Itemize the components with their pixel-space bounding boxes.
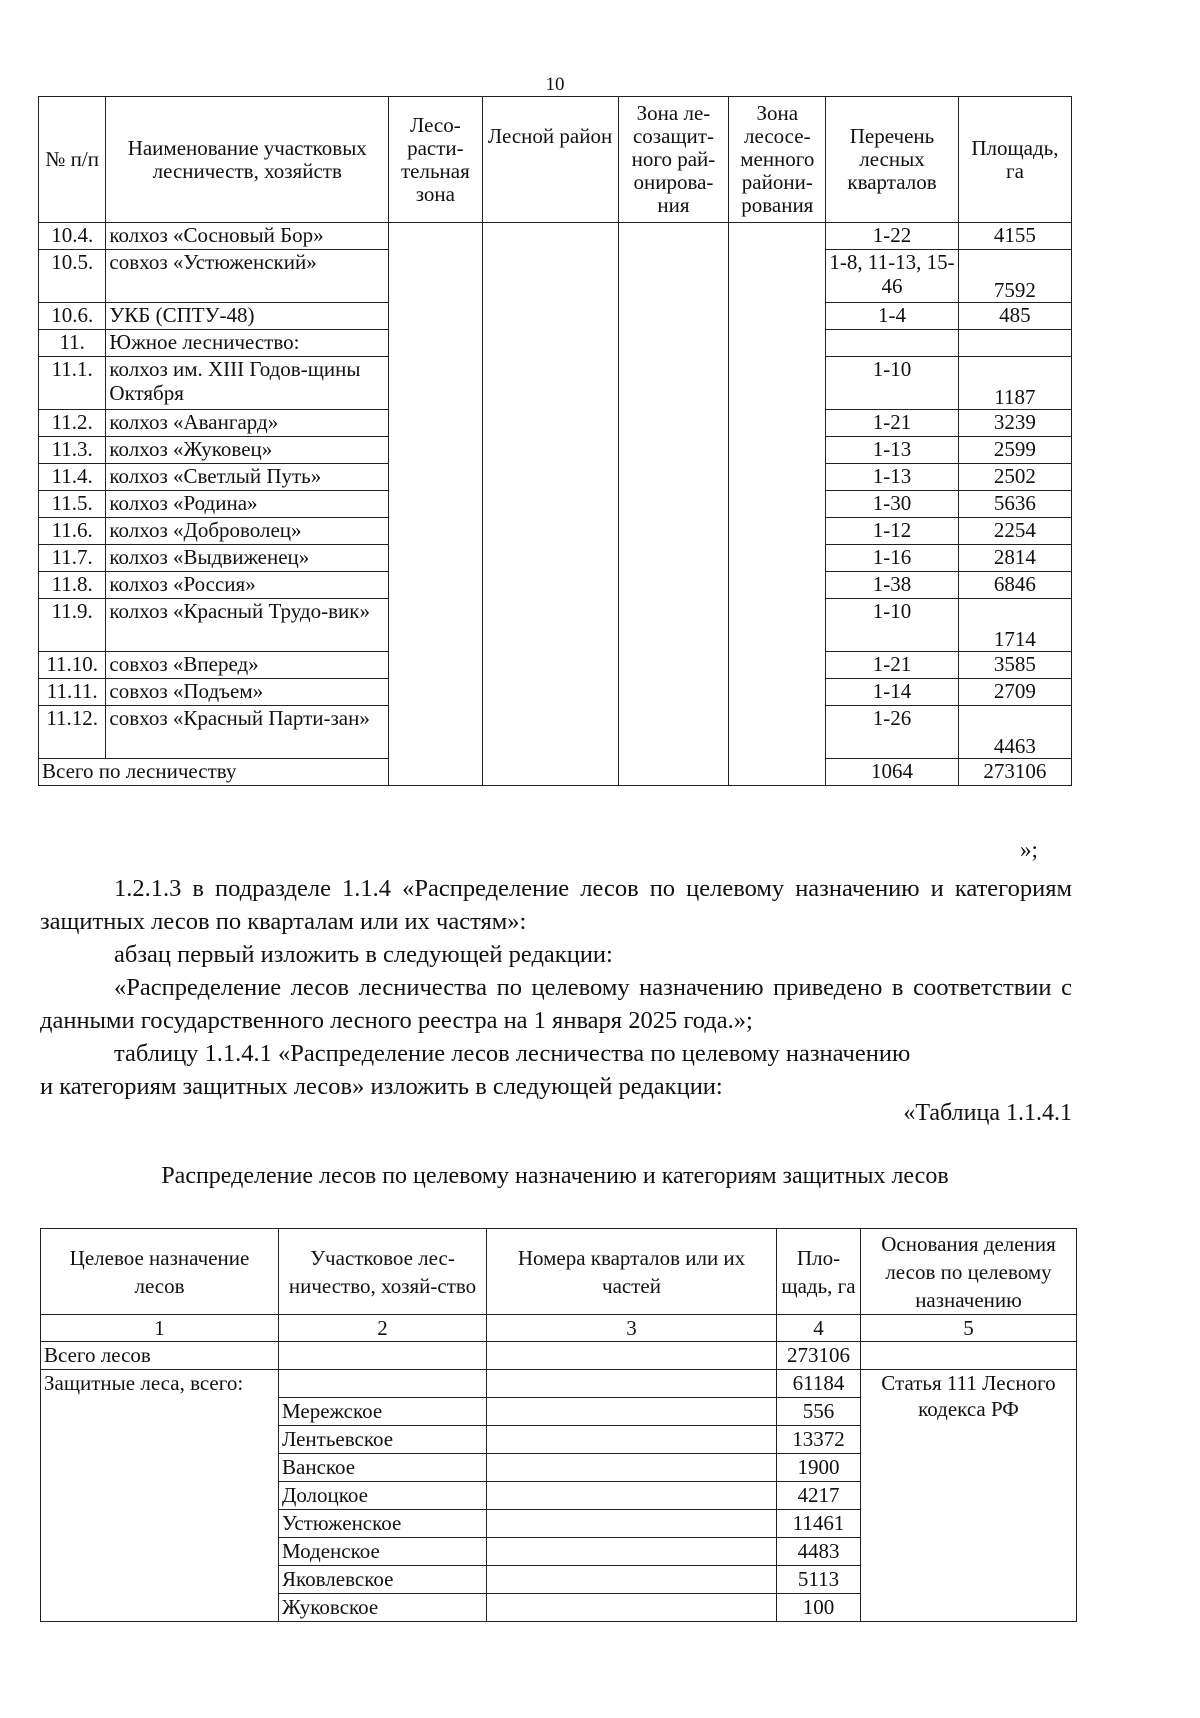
row-name: совхоз «Вперед» [106, 652, 389, 679]
row-area [958, 330, 1071, 357]
col-number: 2 [279, 1315, 487, 1342]
row-area: 6846 [958, 572, 1071, 599]
district-area: 11461 [777, 1510, 861, 1538]
header-protective-zone: Зона ле-созащит-ного рай-онирова-ния [618, 97, 729, 223]
district-area: 4483 [777, 1538, 861, 1566]
row-number: 10.4. [39, 223, 106, 250]
row-number: 11.2. [39, 410, 106, 437]
district-quarters [487, 1566, 777, 1594]
row-name: колхоз «Сосновый Бор» [106, 223, 389, 250]
paragraph-4-line-2: и категориям защитных лесов» изложить в следующей редакции: [40, 1073, 723, 1100]
header-district: Участковое лес-ничество, хозяй-ство [279, 1229, 487, 1315]
header-district: Лесной район [482, 97, 618, 223]
row-quarters: 1-8, 11-13, 15-46 [826, 250, 959, 303]
row-quarters [826, 330, 959, 357]
row-area: 3239 [958, 410, 1071, 437]
row-area: 2814 [958, 545, 1071, 572]
row-quarters: 1-21 [826, 652, 959, 679]
row-number: 11.3. [39, 437, 106, 464]
district-quarters [487, 1426, 777, 1454]
row-area: 1714 [958, 599, 1071, 652]
header-quarters: Перечень лесных кварталов [826, 97, 959, 223]
row-quarters: 1-10 [826, 357, 959, 410]
row-number: 11.12. [39, 706, 106, 759]
page-number: 10 [545, 74, 565, 95]
district-name: Ванское [279, 1454, 487, 1482]
row-name: колхоз «Жуковец» [106, 437, 389, 464]
district-name: Устюженское [279, 1510, 487, 1538]
empty-cell [279, 1342, 487, 1370]
district-name: Мережское [279, 1398, 487, 1426]
table1-header-row [39, 97, 1072, 223]
row-name: совхоз «Подъем» [106, 679, 389, 706]
district-name: Моденское [279, 1538, 487, 1566]
row-area: 4463 [958, 706, 1071, 759]
row-number: 11.4. [39, 464, 106, 491]
col-number: 5 [861, 1315, 1077, 1342]
district-name: Долоцкое [279, 1482, 487, 1510]
header-zone: Лесо-расти-тельная зона [389, 97, 483, 223]
empty-cell [861, 1342, 1077, 1370]
empty-cell [487, 1342, 777, 1370]
paragraph-4-line-1: таблицу 1.1.4.1 «Распределение лесов лесничества по целевому назначению [114, 1040, 911, 1067]
row-number: 11.1. [39, 357, 106, 410]
row-number: 11.11. [39, 679, 106, 706]
row-number: 11. [39, 330, 106, 357]
row-name: колхоз «Светлый Путь» [106, 464, 389, 491]
row-quarters: 1-26 [826, 706, 959, 759]
paragraph-2: абзац первый изложить в следующей редакции: [114, 941, 613, 968]
row-name: Южное лесничество: [106, 330, 389, 357]
col-number: 3 [487, 1315, 777, 1342]
row-name: колхоз «Родина» [106, 491, 389, 518]
row-name: колхоз «Россия» [106, 572, 389, 599]
row-quarters: 1-38 [826, 572, 959, 599]
header-basis: Основания деления лесов по целевому назначению [861, 1229, 1077, 1315]
row-name: колхоз «Выдвиженец» [106, 545, 389, 572]
total-label: Всего по лесничеству [39, 759, 389, 786]
total-area: 273106 [958, 759, 1071, 786]
district-quarters [487, 1482, 777, 1510]
row-number: 10.5. [39, 250, 106, 303]
protective-label: Защитные леса, всего: [41, 1370, 279, 1622]
row-area: 2254 [958, 518, 1071, 545]
total-quarters: 1064 [826, 759, 959, 786]
protective-row [41, 1370, 1077, 1398]
row-quarters: 1-13 [826, 464, 959, 491]
row-name: колхоз «Красный Трудо-вик» [106, 599, 389, 652]
row-quarters: 1-13 [826, 437, 959, 464]
row-number: 11.5. [39, 491, 106, 518]
merged-blank-cell [482, 223, 618, 786]
district-area: 100 [777, 1594, 861, 1622]
row-number: 11.8. [39, 572, 106, 599]
row-number: 11.6. [39, 518, 106, 545]
closing-quote: »; [1020, 837, 1038, 862]
row-area: 485 [958, 303, 1071, 330]
district-quarters [487, 1538, 777, 1566]
row-area: 2709 [958, 679, 1071, 706]
merged-blank-cell [729, 223, 826, 786]
merged-blank-cell [618, 223, 729, 786]
row-name: колхоз им. XIII Годов-щины Октября [106, 357, 389, 410]
row-area: 2599 [958, 437, 1071, 464]
district-area: 13372 [777, 1426, 861, 1454]
row-quarters: 1-10 [826, 599, 959, 652]
district-name: Жуковское [279, 1594, 487, 1622]
row-quarters: 1-22 [826, 223, 959, 250]
row-quarters: 1-21 [826, 410, 959, 437]
district-quarters [487, 1594, 777, 1622]
row-area: 1187 [958, 357, 1071, 410]
header-area: Площадь, га [958, 97, 1071, 223]
paragraph-1: 1.2.1.3 в подразделе 1.1.4 «Распределение лесов по целевому назначению и категориям защитных лесов по кварталам или их частям»: [40, 875, 1072, 935]
district-area: 1900 [777, 1454, 861, 1482]
row-quarters: 1-30 [826, 491, 959, 518]
header-num: № п/п [39, 97, 106, 223]
row-number: 11.7. [39, 545, 106, 572]
row-quarters: 1-16 [826, 545, 959, 572]
row-name: совхоз «Устюженский» [106, 250, 389, 303]
paragraph-3: «Распределение лесов лесничества по целевому назначению приведено в соответствии с данными государственного лесного реестра на 1 января 2025 года.»; [40, 974, 1072, 1034]
forest-districts-table [38, 96, 1072, 786]
row-name: совхоз «Красный Парти-зан» [106, 706, 389, 759]
row-area: 5636 [958, 491, 1071, 518]
total-forests-row [41, 1342, 1077, 1370]
row-area: 7592 [958, 250, 1071, 303]
total-forests-area: 273106 [777, 1342, 861, 1370]
row-quarters: 1-14 [826, 679, 959, 706]
col-number: 1 [41, 1315, 279, 1342]
district-area: 5113 [777, 1566, 861, 1594]
table2-title: Распределение лесов по целевому назначению и категориям защитных лесов [161, 1163, 949, 1189]
protective-area: 61184 [777, 1370, 861, 1398]
protective-basis: Статья 111 Лесного кодекса РФ [861, 1370, 1077, 1622]
table2-colnum-row [41, 1315, 1077, 1342]
header-purpose: Целевое назначение лесов [41, 1229, 279, 1315]
table2-header-row [41, 1229, 1077, 1315]
col-number: 4 [777, 1315, 861, 1342]
total-forests-label: Всего лесов [41, 1342, 279, 1370]
row-area: 2502 [958, 464, 1071, 491]
forest-purpose-table [40, 1228, 1077, 1622]
empty-cell [487, 1370, 777, 1398]
header-seed-zone: Зона лесосе-менного райони-рования [729, 97, 826, 223]
header-name: Наименование участковых лесничеств, хозяйств [106, 97, 389, 223]
merged-blank-cell [389, 223, 483, 786]
district-quarters [487, 1398, 777, 1426]
table-caption: «Таблица 1.1.4.1 [903, 1100, 1072, 1126]
row-area: 3585 [958, 652, 1071, 679]
district-name: Яковлевское [279, 1566, 487, 1594]
district-quarters [487, 1510, 777, 1538]
row-name: колхоз «Доброволец» [106, 518, 389, 545]
header-quarters: Номера кварталов или их частей [487, 1229, 777, 1315]
row-area: 4155 [958, 223, 1071, 250]
row-number: 10.6. [39, 303, 106, 330]
district-name: Лентьевское [279, 1426, 487, 1454]
row-number: 11.10. [39, 652, 106, 679]
district-quarters [487, 1454, 777, 1482]
row-name: УКБ (СПТУ-48) [106, 303, 389, 330]
row-quarters: 1-4 [826, 303, 959, 330]
empty-cell [279, 1370, 487, 1398]
row-number: 11.9. [39, 599, 106, 652]
table-row [39, 223, 1072, 250]
row-quarters: 1-12 [826, 518, 959, 545]
district-area: 556 [777, 1398, 861, 1426]
district-area: 4217 [777, 1482, 861, 1510]
row-name: колхоз «Авангард» [106, 410, 389, 437]
header-area: Пло-щадь, га [777, 1229, 861, 1315]
